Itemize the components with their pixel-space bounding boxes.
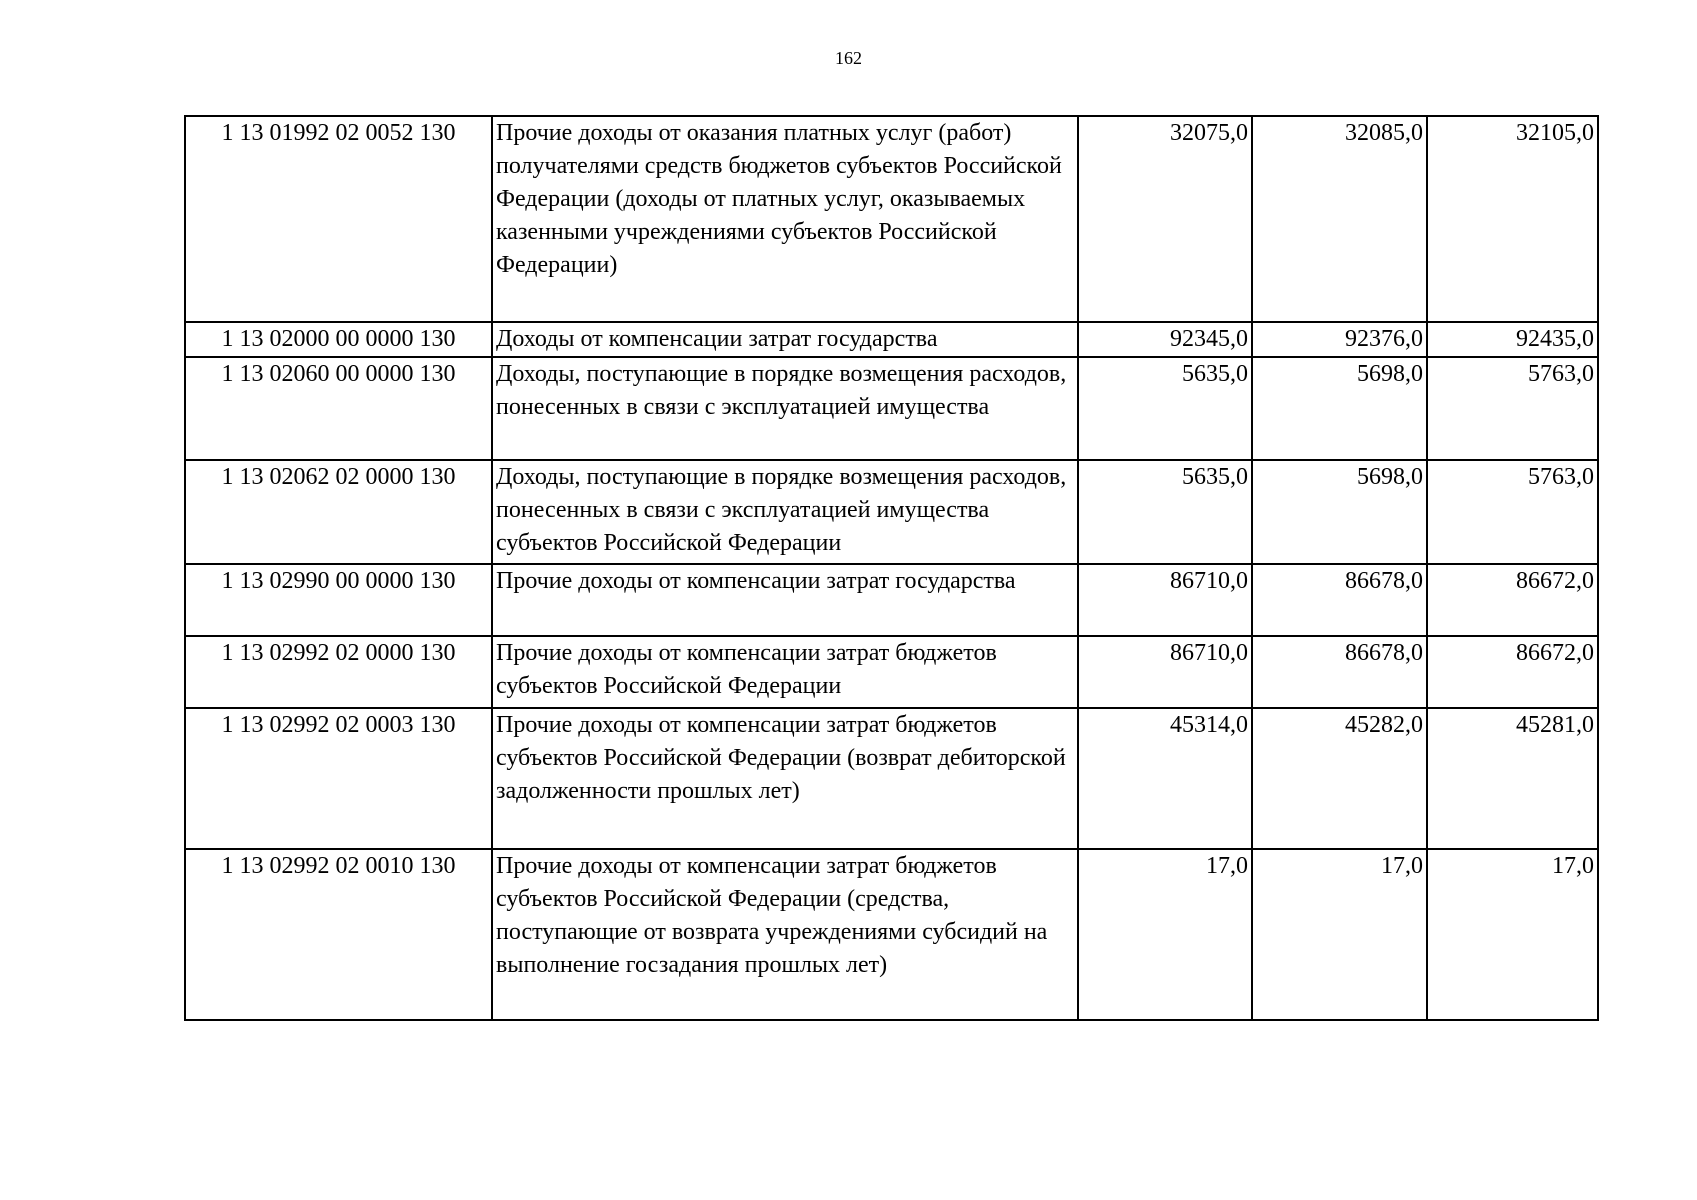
year-2-value-cell: 5698,0 [1252,357,1427,460]
table-row [185,849,1598,1020]
year-2-value-cell: 17,0 [1252,849,1427,1020]
year-2-value-cell: 92376,0 [1252,322,1427,357]
table-row [185,460,1598,564]
year-3-value-cell: 86672,0 [1427,564,1598,636]
description-cell: Доходы от компенсации затрат государства [492,322,1078,357]
year-3-value-cell: 45281,0 [1427,708,1598,849]
table-row [185,564,1598,636]
page-number: 162 [835,48,862,68]
year-1-value-cell: 92345,0 [1078,322,1252,357]
description-cell: Прочие доходы от оказания платных услуг (работ) получателями средств бюджетов субъектов Российской Федерации (доходы от платных услуг, оказываемых казенными учреждениями субъектов Российской Федерации) [492,116,1078,322]
year-1-value-cell: 86710,0 [1078,636,1252,708]
year-2-value-cell: 45282,0 [1252,708,1427,849]
year-3-value-cell: 5763,0 [1427,357,1598,460]
table-row [185,708,1598,849]
description-cell: Прочие доходы от компенсации затрат бюджетов субъектов Российской Федерации [492,636,1078,708]
budget-code-cell: 1 13 02990 00 0000 130 [185,564,492,636]
year-2-value-cell: 5698,0 [1252,460,1427,564]
budget-code-cell: 1 13 02992 02 0000 130 [185,636,492,708]
year-2-value-cell: 32085,0 [1252,116,1427,322]
budget-code-cell: 1 13 02992 02 0010 130 [185,849,492,1020]
table-row [185,116,1598,322]
budget-code-cell: 1 13 02062 02 0000 130 [185,460,492,564]
year-1-value-cell: 45314,0 [1078,708,1252,849]
year-1-value-cell: 5635,0 [1078,357,1252,460]
description-cell: Доходы, поступающие в порядке возмещения расходов, понесенных в связи с эксплуатацией имущества субъектов Российской Федерации [492,460,1078,564]
budget-code-cell: 1 13 02000 00 0000 130 [185,322,492,357]
description-cell: Прочие доходы от компенсации затрат государства [492,564,1078,636]
year-3-value-cell: 32105,0 [1427,116,1598,322]
year-3-value-cell: 5763,0 [1427,460,1598,564]
year-1-value-cell: 32075,0 [1078,116,1252,322]
year-2-value-cell: 86678,0 [1252,636,1427,708]
year-3-value-cell: 86672,0 [1427,636,1598,708]
year-3-value-cell: 92435,0 [1427,322,1598,357]
description-cell: Доходы, поступающие в порядке возмещения расходов, понесенных в связи с эксплуатацией имущества [492,357,1078,460]
year-1-value-cell: 5635,0 [1078,460,1252,564]
year-3-value-cell: 17,0 [1427,849,1598,1020]
description-cell: Прочие доходы от компенсации затрат бюджетов субъектов Российской Федерации (средства, поступающие от возврата учреждениями субсидий на выполнение госзадания прошлых лет) [492,849,1078,1020]
description-cell: Прочие доходы от компенсации затрат бюджетов субъектов Российской Федерации (возврат дебиторской задолженности прошлых лет) [492,708,1078,849]
table-row [185,322,1598,357]
year-1-value-cell: 86710,0 [1078,564,1252,636]
budget-revenue-table [184,115,1599,1021]
table-row [185,357,1598,460]
table-row [185,636,1598,708]
budget-code-cell: 1 13 02992 02 0003 130 [185,708,492,849]
budget-code-cell: 1 13 01992 02 0052 130 [185,116,492,322]
year-1-value-cell: 17,0 [1078,849,1252,1020]
year-2-value-cell: 86678,0 [1252,564,1427,636]
budget-code-cell: 1 13 02060 00 0000 130 [185,357,492,460]
